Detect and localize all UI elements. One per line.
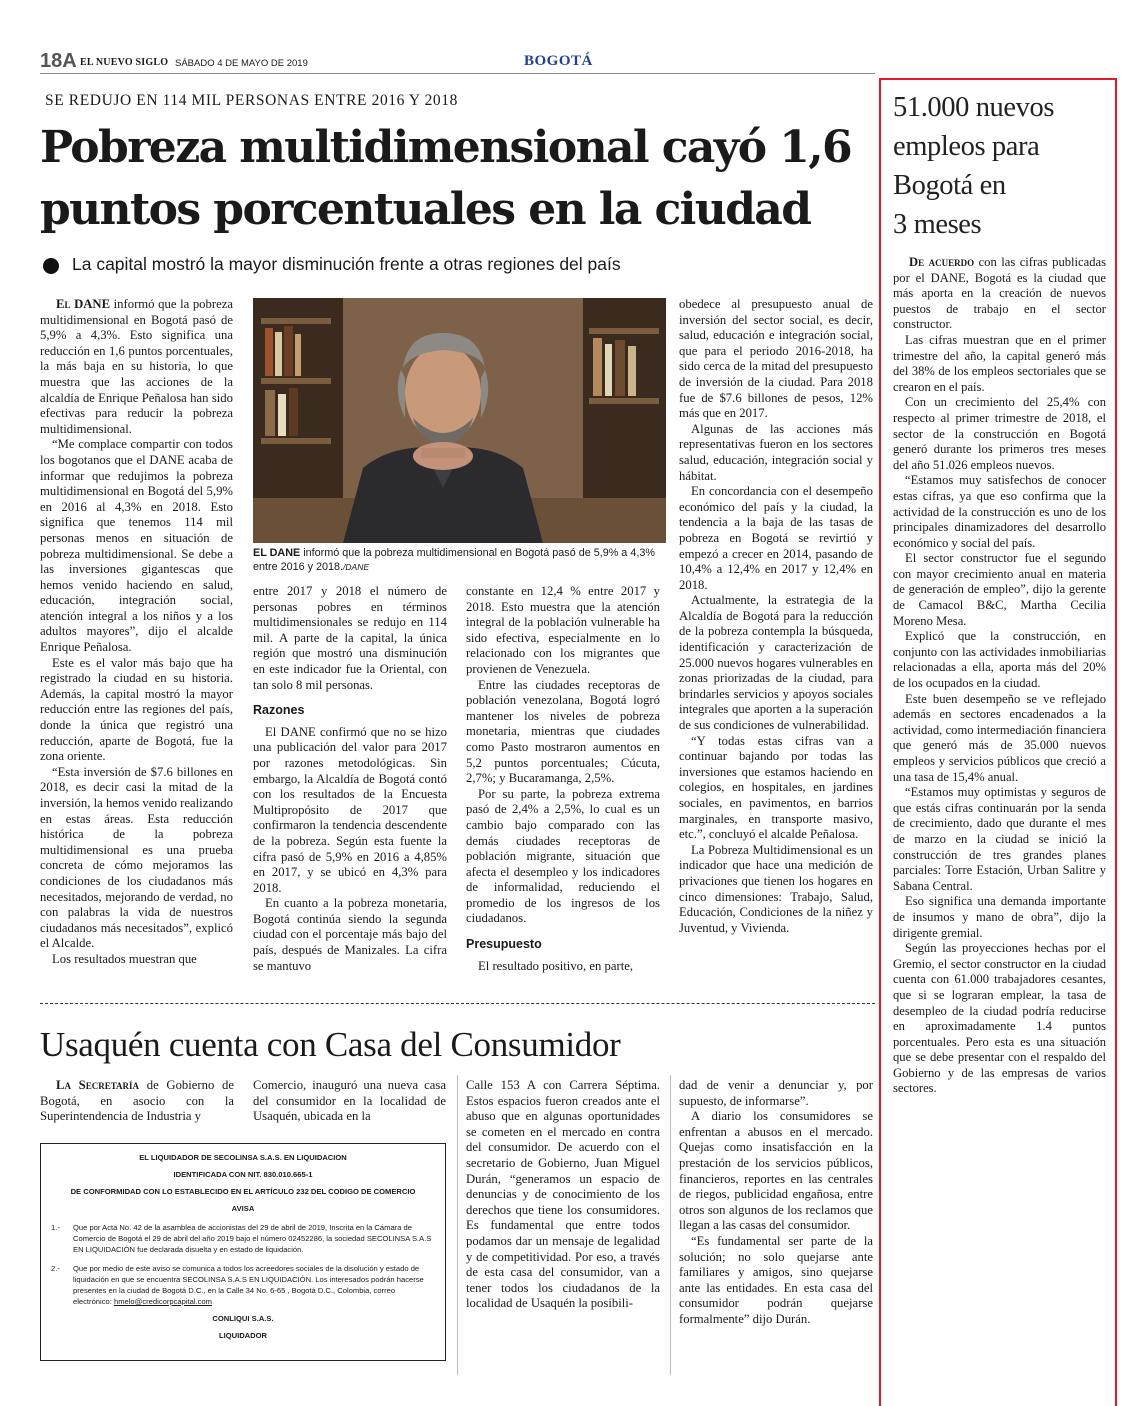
subsection-title: Presupuesto [466, 937, 542, 952]
notice-item-text: Que por Acta No. 42 de la asamblea de accionistas del 29 de abril de 2019, Inscrita en la Cámara de Comercio de Bogotá el 29 de abril del año 2019 bajo el número 02452286, la sociedad SECOLINSA S.A.S EN LIQUIDACIÓN fue declarada disuelta y en estado de liquidación. [73, 1223, 432, 1254]
photo-caption: EL DANE informó que la pobreza multidimensional en Bogotá pasó de 5,9% a 4,3% entre 2016 y 2018./DANE [253, 547, 655, 573]
newspaper-name: EL NUEVO SIGLO [80, 57, 169, 68]
story-divider [40, 1003, 875, 1004]
paragraph: De acuerdo con las cifras publicadas por el DANE, Bogotá es la ciudad que más aporta en la creación de nuevos puestos de trabajo en el sector constructor. [893, 255, 1107, 332]
main-column-3 [466, 584, 660, 974]
subsection-title: Razones [253, 703, 305, 718]
second-column-1 [40, 1078, 234, 1125]
bullet-icon [43, 258, 59, 274]
main-photo [253, 298, 666, 543]
secondary-headline: Usaquén cuenta con Casa del Consumidor [40, 1025, 621, 1064]
main-subhead: La capital mostró la mayor disminución frente a otras regiones del país [72, 254, 621, 274]
notice-item-number: 2.- [51, 1264, 60, 1273]
paragraph: El DANE confirmó que no se hizo una publicación del valor para 2017 por razones metodológicas. Sin embargo, la Alcaldía de Bogotá contó con los resultados de la Encuesta Multipropósito de 2017 que confirmaron la tendencia descendente de la pobreza. Según esta fuente la cifra pasó de 5,9% en 2016 a 4,85% en 2017, y se ubicó en 4,3% para 2018. [253, 724, 447, 895]
notice-line: DE CONFORMIDAD CON LO ESTABLECIDO EN EL ARTÍCULO 232 DEL CODIGO DE COMERCIO [70, 1187, 416, 1196]
page-number: 18A [40, 50, 77, 72]
paragraph: “Me complace compartir con todos los bogotanos que el DANE acaba de informar que redujimos la pobreza multidimensional en Bogotá del 5,9% en 2016 al 4,3% en 2018. Esto significa que tenemos 114 mil personas menos en situación de pobreza multidimensional. Se debe a las inversiones gigantescas que hemos venido haciendo en salud, educación, integración social, atención integral a los niños y a los adultos mayores”, dijo el alcalde Enrique Peñalosa. [40, 437, 233, 655]
paragraph: La Pobreza Multidimensional es un indicador que hace una medición de privaciones que tienen los hogares en cinco dimensiones: Trabajo, Salud, Educación, Condiciones de la niñez y Juventud, y Vivienda. [679, 842, 873, 935]
notice-item [51, 1222, 435, 1255]
paragraph: La Secretaría de Gobierno de Bogotá, en asocio con la Superintendencia de Industria y [40, 1078, 235, 1124]
paragraph: Algunas de las acciones más representativas fueron en los sectores salud, educación, integración social y hábitat. [679, 421, 873, 483]
paragraph: Actualmente, la estrategia de la Alcaldía de Bogotá para la reducción de la pobreza contempla la búsqueda, identificación y caracterización de 25.000 nuevos hogares vulnerables en zonas priorizadas de la ciudad, para brindarles servicios y apoyos sociales integrales que aporten a la superación de sus condiciones de vulnerabilidad. [679, 593, 873, 733]
paragraph: Con un crecimiento del 25,4% con respecto al primer trimestre de 2018, el sector de la construcción en Bogotá generó durante los primeros tres meses del año 51.026 empleos nuevos. [893, 395, 1106, 472]
notice-line: EL LIQUIDADOR DE SECOLINSA S.A.S. EN LIQUIDACION [139, 1153, 347, 1162]
section-name: BOGOTÁ [524, 53, 593, 69]
notice-line: IDENTIFICADA CON NIT. 830.010.665-1 [173, 1170, 313, 1179]
header-rule [40, 73, 875, 74]
paragraph: El DANE informó que la pobreza multidimensional en Bogotá pasó de 5,9% a 4,3%. Esto significa una reducción en 1,6 puntos porcentuales, la más baja en su historia, lo que muestra que las acciones de la alcaldía de Enrique Peñalosa han sido efectivas para reducir la pobreza multidimensional. [40, 297, 233, 436]
second-column-3 [466, 1078, 660, 1312]
second-column-2 [253, 1078, 446, 1125]
paragraph: “Estamos muy satisfechos de conocer estas cifras, ya que eso confirma que la actividad de la construcción es uno de los principales dinamizadores del desarrollo económico y social del país. [893, 473, 1106, 550]
paragraph: Por su parte, la pobreza extrema pasó de 2,4% a 2,5%, lo cual es un cambio bajo comparado con las demás ciudades receptoras de población migrante, situación que afecta el desempleo y los indicadores de informalidad, reduciendo el promedio de los ingresos de los ciudadanos. [466, 786, 660, 926]
paragraph: constante en 12,4 % entre 2017 y 2018. Esto muestra que la atención integral de la población vulnerable ha sido efectiva, especialmente en lo relacionado con los migrantes que provienen de Venezuela. [466, 584, 660, 676]
main-column-4 [679, 297, 873, 936]
paragraph: Según las proyecciones hechas por el Gremio, el sector constructor en la ciudad cuenta con 61.000 trabajadores cesantes, que si se lograran emplear, la tasa de desempleo de la ciudad podría reducirse en aproximadamente 1.4 puntos porcentuales. Pero esta es una situación que se debe presentar con el respaldo del Gobierno y de las empresas de varios sectores. [893, 941, 1106, 1096]
sidebar-title-line: Bogotá en [893, 170, 1006, 201]
notice-signature-role: LIQUIDADOR [218, 1331, 268, 1340]
paragraph: El sector constructor fue el segundo con mayor crecimiento anual en materia de generación de empleo”, dijo la gerente de Camacol B&C, Martha Cecilia Moreno Mesa. [893, 551, 1106, 628]
lead-in: La Secretaría [56, 1078, 140, 1092]
paragraph: “Y todas estas cifras van a continuar bajando por todas las inversiones que estamos haciendo en colegios, en hospitales, en jardines sociales, en pavimentos, en barrios marginales, en transporte masivo, etc.”, concluyó el alcalde Peñalosa. [679, 733, 873, 842]
headline-line-2: puntos porcentuales en la ciudad [40, 184, 811, 235]
notice-item-text: Que por medio de este aviso se comunica a todos los acreedores sociales de la disolución y estado de liquidación en que se encuentra SECOLINSA S.A.S EN LIQUIDACIÓN. Los interesados podrán hacerse presentes en la ciudad de Bogotá D.C., en la Calle 34 No. 6-65 , Bogotá D.C., Colombia, correo electrónico: hmelo@credicorpcapital.com [73, 1264, 424, 1306]
paragraph: El resultado positivo, en parte, [478, 958, 634, 973]
paragraph: Comercio, inauguró una nueva casa del consumidor en la localidad de Usaquén, ubicada en la [253, 1078, 446, 1124]
notice-line: AVISA [231, 1204, 255, 1213]
paragraph: “Estamos muy optimistas y seguros de que estás cifras continuarán por la senda de crecimiento, dado que durante el mes de marzo en la ciudad se inició la construcción de tres grandes planes parciales: Torre Estación, Urban Salitre y Sabana Central. [893, 785, 1106, 893]
legal-notice [40, 1143, 446, 1361]
main-column-2 [253, 584, 447, 974]
main-headline [40, 117, 875, 241]
photo-credit: /DANE [343, 562, 370, 572]
paragraph: obedece al presupuesto anual de inversión del sector social, es decir, salud, educación e integración social, que para el periodo 2016-2018, ha sido cerca de la mitad del presupuesto de inversión de la ciudad. Para 2018 fue de $7.6 billones de pesos, 12% más que en 2017. [679, 297, 873, 421]
paragraph: Calle 153 A con Carrera Séptima. Estos espacios fueron creados ante el abuso que en algunas oportunidades se cometen en el mercado en contra del consumidor. De acuerdo con el secretario de Gobierno, Juan Miguel Durán, “generamos un espacio de denuncias y de conocimiento de los derechos que tiene los consumidores. Es fundamental que entre todos podamos dar un mensaje de legalidad y de competitividad. Por eso, a través de esta casa del consumidor, van a tener todos los ciudadanos de la localidad de Usaquén la posibili- [466, 1078, 660, 1311]
lead-in: El DANE [56, 297, 111, 311]
paragraph: A diario los consumidores se enfrentan a abusos en el mercado. Quejas como insatisfacción en la prestación de los servicios públicos, financieros, reportes en las centrales de riegos, publicidad engañosa, entre otros son algunos de los reclamos que llegan a las casas del consumidor. [679, 1109, 873, 1233]
column-rule [670, 1075, 671, 1375]
paragraph: Este buen desempeño se ve reflejado además en sectores encadenados a la actividad, como intermediación financiera que generó más de 35.000 nuevos empleos y servicios públicos que creció a una tasa de 15,4% anual. [893, 691, 1106, 784]
lead-in: De acuerdo [909, 255, 975, 269]
publication-date: SÁBADO 4 DE MAYO DE 2019 [175, 58, 308, 69]
paragraph: dad de venir a denunciar y, por supuesto, de informarse”. [679, 1078, 873, 1108]
notice-email-link[interactable]: hmelo@credicorpcapital.com [113, 1297, 212, 1306]
paragraph: “Es fundamental ser parte de la solución; no solo quejarse ante familiares y amigos, sino quejarse ante las entidades. En esta casa del consumidor podrán quejarse formalmente” dijo Durán. [679, 1233, 873, 1326]
sidebar-title-line: 3 meses [893, 209, 982, 240]
paragraph: entre 2017 y 2018 el número de personas pobres en términos multidimensionales se redujo en 114 mil. A parte de la capital, la única región que mostró una disminución en este indicador fue la Oriental, con tan solo 8 mil personas. [253, 584, 447, 692]
paragraph: Entre las ciudades receptoras de población venezolana, Bogotá logró mantener los niveles de pobreza monetaria, mientras que ciudades como Pasto mostraron aumentos en 5,2 puntos porcentuales; Cúcuta, 2,7%; y Bucaramanga, 2,5%. [466, 677, 660, 786]
column-rule [457, 1075, 458, 1375]
caption-lead: EL DANE [253, 547, 301, 559]
sidebar-title-line: empleos para [893, 131, 1040, 162]
paragraph: En concordancia con el desempeño económico del país y la ciudad, la tendencia a la baja de las tasas de pobreza en Bogotá se revirtió y empezó a crecer en 2014, pasando de 10,4% a 12,4% en 2017 y 12,4% en 2018. [679, 484, 873, 592]
paragraph: Las cifras muestran que en el primer trimestre del año, la capital generó más del 38% de los empleos sectoriales que se crearon en el país. [893, 332, 1106, 394]
paragraph: Explicó que la construcción, en conjunto con las actividades inmobiliarias relacionadas a ella, aporta más del 20% de los ocupados en la ciudad. [893, 629, 1106, 691]
sidebar-title [893, 88, 1113, 244]
sidebar-title-line: 51.000 nuevos [893, 92, 1055, 123]
paragraph: “Esta inversión de $7.6 billones en 2018, es decir casi la mitad de la inversión, la hemos venido realizando en estas áreas. Esta reducción histórica de la pobreza multidimensional es una prueba concreta de cómo mejoramos las condiciones de los ciudadanos más necesitados, mejorando de verdad, no con palabras la vida de nuestros ciudadanos más necesitados”, explicó el Alcalde. [40, 764, 233, 951]
notice-signature: CONLIQUI S.A.S. [212, 1314, 274, 1323]
paragraph: Eso significa una demanda importante de insumos y mano de obra”, dijo la dirigente gremial. [893, 894, 1106, 940]
paragraph: Los resultados muestran que [52, 951, 197, 966]
main-kicker: SE REDUJO EN 114 MIL PERSONAS ENTRE 2016 Y 2018 [45, 92, 458, 109]
notice-item-number: 1.- [51, 1223, 60, 1232]
headline-line-1: Pobreza multidimensional cayó 1,6 [40, 122, 851, 173]
main-column-1 [40, 297, 233, 968]
second-column-4 [679, 1078, 873, 1328]
notice-item [51, 1263, 435, 1307]
paragraph: En cuanto a la pobreza monetaria, Bogotá continúa siendo la segunda ciudad con el porcentaje más bajo del país, después de Manizales. La cifra se mantuvo [253, 896, 447, 973]
paragraph: Este es el valor más bajo que ha registrado la ciudad en su historia. Además, la capital mostró la mayor reducción entre las regiones del país, donde la única que registró una reducción, aparte de Bogotá, fue la zona oriente. [40, 655, 233, 764]
sidebar-body [893, 255, 1106, 1097]
